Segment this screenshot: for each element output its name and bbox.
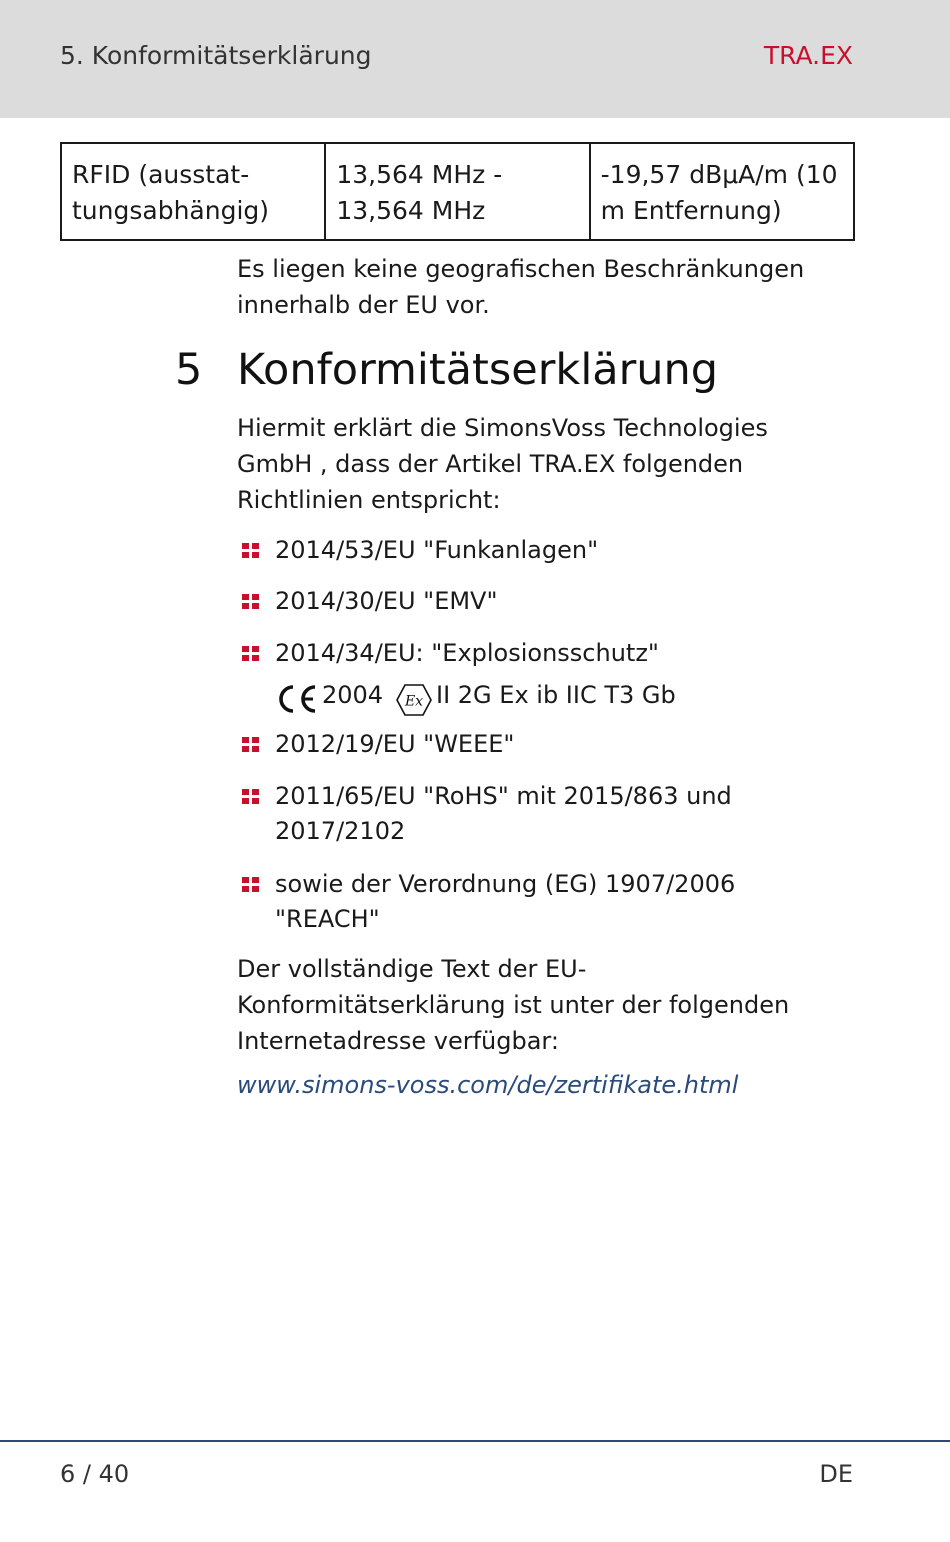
certificates-link[interactable]: www.simons-voss.com/de/zertifikate.html xyxy=(237,1071,739,1099)
red-bullet-icon xyxy=(242,737,260,753)
table-row xyxy=(61,143,854,240)
section-number: 5 xyxy=(175,345,203,395)
red-bullet-icon xyxy=(242,594,260,610)
outro-paragraph: Der vollständige Text der EU-Konformitätserklärung ist unter der folgenden Internetadresse verfügbar: xyxy=(237,955,790,1055)
header-section-title: 5. Konformitätserklärung xyxy=(60,41,372,70)
ex-symbol-text: Ex xyxy=(404,693,424,710)
atex-year: 2004 xyxy=(322,681,384,709)
radio-spec-table xyxy=(60,142,855,241)
red-bullet-icon xyxy=(242,789,260,805)
red-bullet-icon xyxy=(242,543,260,559)
directive-text: 2014/30/EU "EMV" xyxy=(275,587,498,615)
directive-text: 2014/34/EU: "Explosionsschutz" xyxy=(275,639,659,667)
red-bullet-icon xyxy=(242,646,260,662)
intro-paragraph: Hiermit erklärt die SimonsVoss Technologies GmbH , dass der Artikel TRA.EX folgenden Richtlinien entspricht: xyxy=(237,414,768,514)
directive-text: 2014/53/EU "Funkanlagen" xyxy=(275,536,599,564)
table-cell-power: -19,57 dBμA/m (10 m Entfernung) xyxy=(590,143,854,240)
page-number: 6 / 40 xyxy=(60,1460,130,1488)
ce-mark-icon xyxy=(275,682,319,716)
atex-code: II 2G Ex ib IIC T3 Gb xyxy=(436,681,676,709)
ex-hexagon-icon xyxy=(395,683,433,717)
directive-text: 2012/19/EU "WEEE" xyxy=(275,730,515,758)
directive-text: 2011/65/EU "RoHS" mit 2015/863 und 2017/2102 xyxy=(275,782,732,845)
footer-divider xyxy=(0,1440,950,1442)
section-title: Konformitätserklärung xyxy=(237,345,719,395)
language-code: DE xyxy=(819,1460,853,1488)
page-header xyxy=(0,0,950,118)
header-product-name: TRA.EX xyxy=(763,41,853,70)
directive-text: sowie der Verordnung (EG) 1907/2006 "REACH" xyxy=(275,870,736,933)
red-bullet-icon xyxy=(242,877,260,893)
table-cell-technology: RFID (ausstat-tungsabhängig) xyxy=(61,143,325,240)
table-cell-frequency: 13,564 MHz - 13,564 MHz xyxy=(325,143,589,240)
geo-restriction-note: Es liegen keine geografischen Beschränkungen innerhalb der EU vor. xyxy=(237,255,805,319)
